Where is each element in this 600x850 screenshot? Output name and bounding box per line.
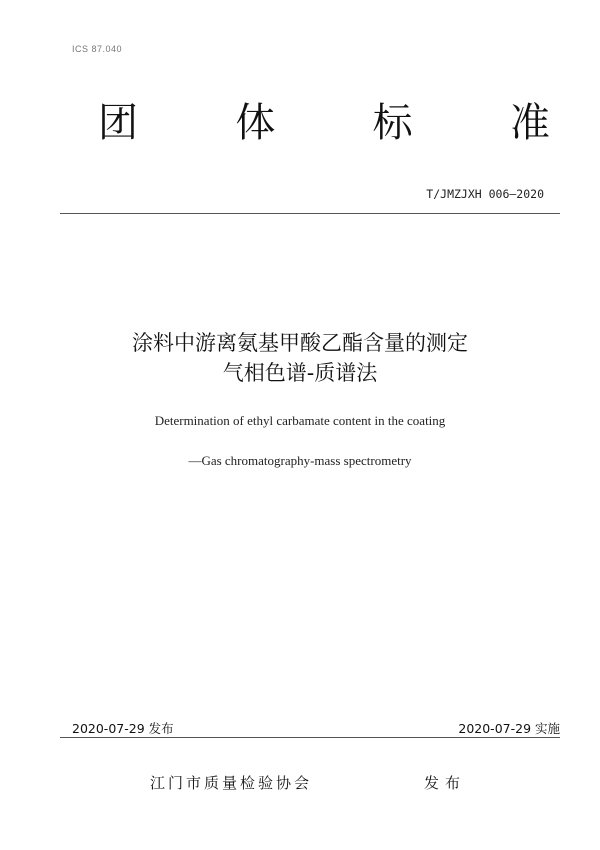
standard-type-char: 标	[372, 100, 413, 146]
top-divider	[60, 213, 560, 214]
standard-type-heading	[98, 98, 550, 148]
issuing-organization: 江门市质量检验协会	[150, 774, 313, 792]
standard-type-char: 团	[98, 100, 138, 146]
publish-label: 发布	[424, 774, 467, 792]
bottom-divider	[60, 737, 560, 738]
implementation-date: 2020-07-29 实施	[458, 721, 560, 736]
title-zh-line1: 涂料中游离氨基甲酸乙酯含量的测定	[132, 331, 468, 355]
ics-code: ICS 87.040	[72, 44, 123, 54]
standard-type-char: 准	[509, 100, 550, 146]
title-en-line1: Determination of ethyl carbamate content in the coating	[154, 413, 446, 428]
standard-code: T/JMZJXH 006—2020	[426, 187, 544, 201]
title-en-line2: —Gas chromatography-mass spectrometry	[188, 453, 412, 468]
issue-date: 2020-07-29 发布	[72, 721, 174, 736]
title-zh-line2: 气相色谱-质谱法	[222, 361, 378, 385]
standard-type-char: 体	[235, 100, 276, 146]
